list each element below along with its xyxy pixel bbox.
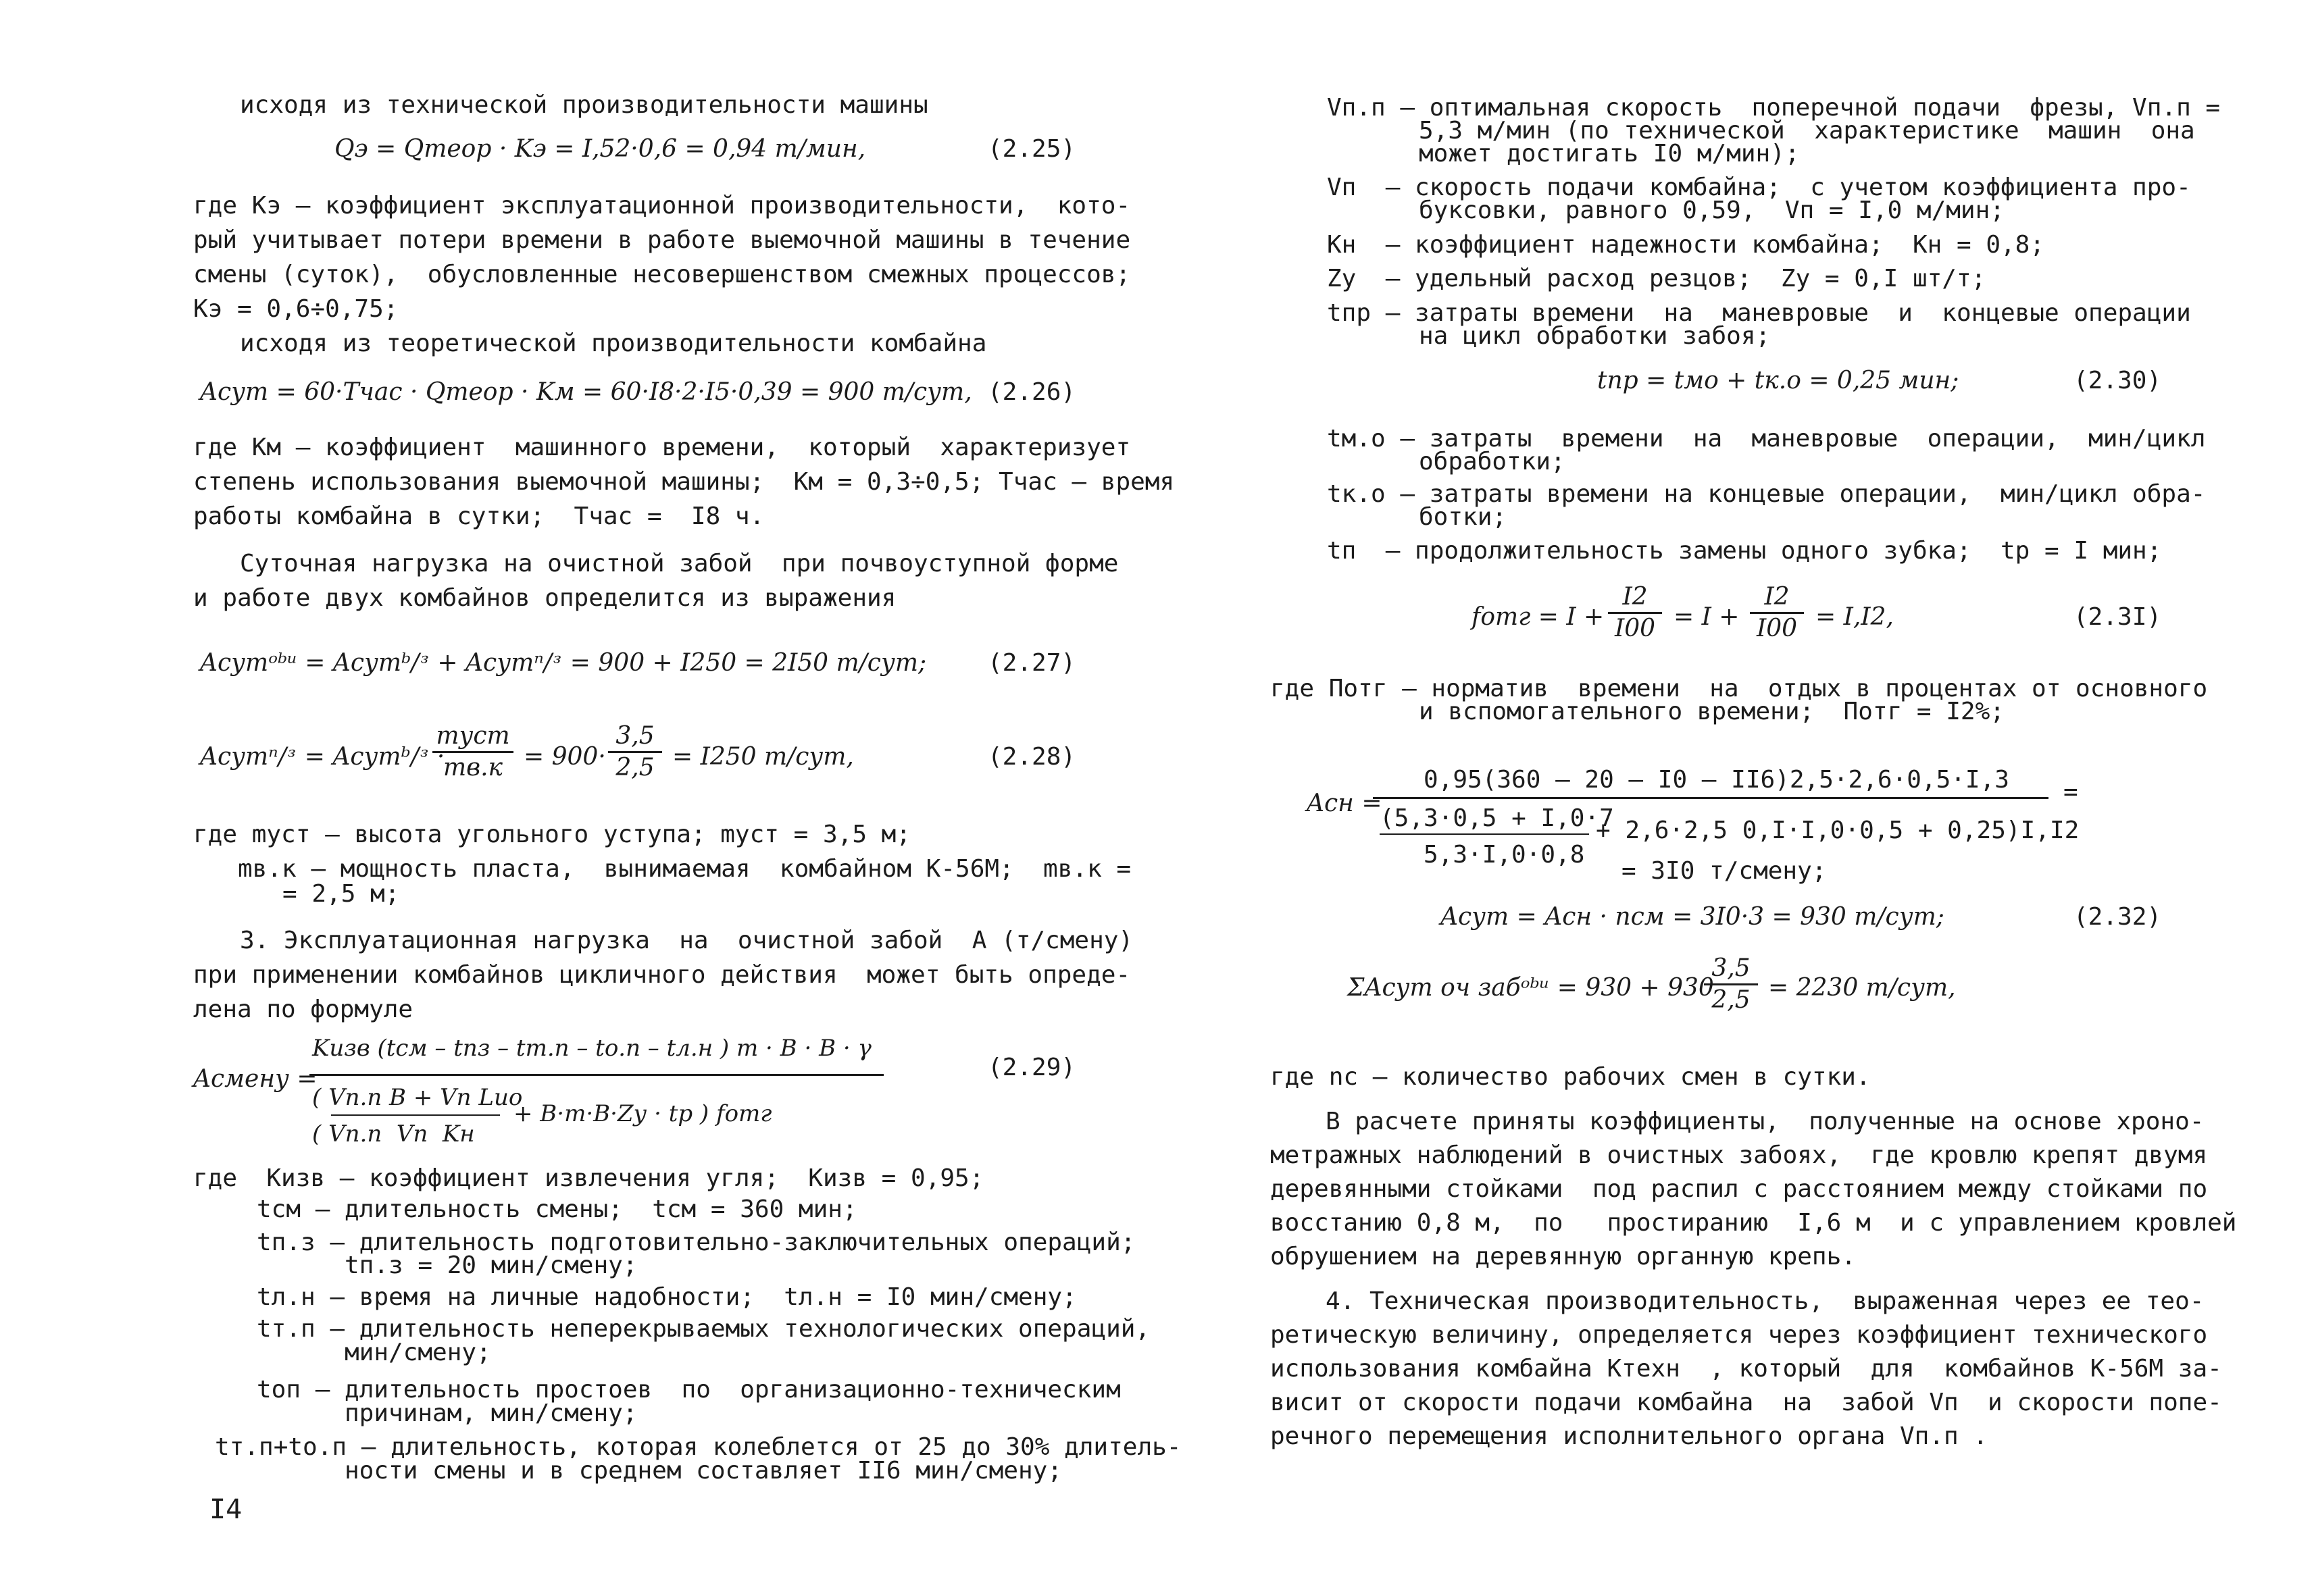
- text-line: исходя из теоретической производительности комбайна: [240, 330, 987, 357]
- fraction-denominator: mв.к: [443, 754, 503, 781]
- text-line: tпр – затраты времени на маневровые и концевые операции: [1327, 299, 2191, 327]
- fraction-bar: [432, 751, 513, 753]
- text-line: рый учитывает потери времени в работе выемочной машины в течение: [193, 226, 1131, 254]
- fraction-denominator: I00: [1614, 615, 1656, 642]
- text-line: где mуст – высота угольного уступа; mуст = 3,5 м;: [193, 821, 911, 848]
- equation-asn-numerator: 0,95(360 – 20 – I0 – II6)2,5·2,6·0,5·I,3: [1424, 766, 2009, 794]
- equation-2-29-denominator-bottom: ( Vп.п Vп Kн: [312, 1121, 475, 1148]
- equation-equals: =: [2063, 778, 2078, 806]
- equation-2-31-mid: = I +: [1674, 603, 1740, 631]
- text-line: где Kизв – коэффициент извлечения угля; Kизв = 0,95;: [193, 1164, 984, 1192]
- text-line: В расчете приняты коэффициенты, полученные на основе хроно-: [1326, 1108, 2205, 1135]
- equation-2-31-fraction: [1608, 585, 1662, 641]
- text-line: Суточная нагрузка на очистной забой при почвоуступной форме: [240, 550, 1119, 577]
- text-line: при применении комбайнов цикличного действия может быть опреде-: [193, 961, 1131, 989]
- text-line: смены (суток), обусловленные несовершенством смежных процессов;: [193, 261, 1131, 288]
- text-line: использования комбайна Kтехн , который для комбайнов К-56М за-: [1270, 1355, 2222, 1383]
- text-line: 5,3 м/мин (по технической характеристике машин она: [1419, 117, 2195, 145]
- equation-number: (2.29): [988, 1054, 1076, 1081]
- text-line: метражных наблюдений в очистных забоях, где кровлю крепят двумя: [1270, 1141, 2208, 1169]
- equation-asn-denominator-bottom: 5,3·I,0·0,8: [1424, 841, 1585, 869]
- text-line: tп.з = 20 мин/смену;: [345, 1252, 638, 1279]
- equation-number: (2.32): [2073, 903, 2162, 931]
- fraction-numerator: I2: [1764, 583, 1790, 611]
- fraction-bar: [1608, 612, 1662, 614]
- text-line: tм.о – затраты времени на маневровые операции, мин/цикл: [1327, 425, 2206, 453]
- equation-2-26: Aсут = 60·Tчас · Qтеор · Kм = 60·I8·2·I5·0,39 = 900 т/сут,: [200, 378, 972, 406]
- inner-fraction-bar: [331, 1114, 500, 1116]
- text-line: Vп.п – оптимальная скорость поперечной подачи фрезы, Vп.п =: [1327, 94, 2221, 122]
- text-line: и вспомогательного времени; Потг = I2%;: [1419, 698, 2005, 725]
- text-line: мин/смену;: [345, 1339, 491, 1366]
- text-line: ности смены и в среднем составляет II6 мин/смену;: [345, 1457, 1063, 1485]
- equation-number: (2.30): [2073, 367, 2162, 394]
- equation-2-29-numerator: Kизв (tсм – tпз – tт.п – tо.п – tл.н ) m · B · B · γ: [312, 1035, 872, 1062]
- text-line: ботки;: [1419, 503, 1507, 531]
- text-line: 4. Техническая производительность, выраженная через ее тео-: [1326, 1287, 2205, 1315]
- text-line: tп.з – длительность подготовительно-заключительных операций;: [257, 1229, 1136, 1256]
- text-line: лена по формуле: [193, 996, 413, 1023]
- equation-number: (2.26): [988, 378, 1076, 406]
- equation-number: (2.27): [988, 649, 1076, 677]
- text-line: tт.п+tо.п – длительность, которая колеблется от 25 до 30% длитель-: [215, 1433, 1182, 1461]
- text-line: обрушением на деревянную органную крепь.: [1270, 1243, 1856, 1270]
- equation-2-30: tпр = tмо + tк.о = 0,25 мин;: [1597, 367, 1959, 394]
- fraction-bar: [309, 1074, 884, 1076]
- text-line: где Kэ – коэффициент эксплуатационной производительности, кото-: [193, 192, 1131, 220]
- equation-2-25: Qэ = Qтеор · Kэ = I,52·0,6 = 0,94 т/мин,: [334, 135, 866, 163]
- text-line: = 2,5 м;: [282, 880, 400, 908]
- text-line: исходя из технической производительности машины: [240, 91, 928, 119]
- fraction-numerator: I2: [1622, 583, 1648, 611]
- text-line: деревянными стойками под распил с расстоянием между стойками по: [1270, 1175, 2208, 1203]
- equation-asn-lhs: Aсн =: [1307, 790, 1382, 817]
- text-line: tсм – длительность смены; tсм = 360 мин;: [257, 1195, 857, 1223]
- equation-2-29-denominator-right: + B·m·B·Zу · tр ) fотг: [513, 1100, 772, 1127]
- fraction-bar: [1704, 983, 1758, 985]
- equation-2-28-lhs: Aсутⁿ/ᶟ = Aсутᵇ/ᶟ ·: [200, 743, 445, 771]
- fraction-numerator: 3,5: [1711, 954, 1751, 982]
- equation-2-27: Aсутᵒᵇᵘ = Aсутᵇ/ᶟ + Aсутⁿ/ᶟ = 900 + I250 = 2I50 т/сут;: [200, 649, 927, 677]
- text-line: букcовки, равного 0,59, Vп = I,0 м/мин;: [1419, 197, 2005, 224]
- text-line: висит от скорости подачи комбайна на забой Vп и скорости попе-: [1270, 1389, 2222, 1416]
- text-line: Zу – удельный расход резцов; Zу = 0,I шт/т;: [1327, 265, 1986, 292]
- fraction-bar: [608, 751, 662, 753]
- equation-sum-lhs: ΣAсут оч забᵒᵇᵘ = 930 + 930: [1347, 974, 1714, 1002]
- text-line: причинам, мин/смену;: [345, 1399, 638, 1427]
- equation-sum-rest: = 2230 т/сут,: [1768, 974, 1956, 1002]
- text-line: Kн – коэффициент надежности комбайна; Kн = 0,8;: [1327, 231, 2045, 259]
- equation-2-32: Aсут = Aсн · nсм = 3I0·3 = 930 т/сут;: [1440, 903, 1944, 931]
- text-line: где nс – количество рабочих смен в сутки.: [1270, 1063, 1871, 1091]
- equation-asn-result: = 3I0 т/смену;: [1621, 857, 1827, 885]
- text-line: tл.н – время на личные надобности; tл.н = I0 мин/смену;: [257, 1283, 1077, 1311]
- text-line: и работе двух комбайнов определится из выражения: [193, 584, 897, 612]
- inner-fraction-bar: [1380, 833, 1589, 835]
- text-line: tп – продолжительность замены одного зубка; tр = I мин;: [1327, 537, 2162, 565]
- text-line: степень использования выемочной машины; Kм = 0,3÷0,5; Tчас – время: [193, 468, 1175, 496]
- fraction-denominator: 2,5: [1711, 986, 1751, 1014]
- equation-2-28-rest: = I250 т/сут,: [672, 743, 854, 771]
- fraction-numerator: 3,5: [615, 722, 655, 750]
- equation-number: (2.3I): [2073, 603, 2162, 631]
- equation-2-29-lhs: Aсмену =: [193, 1065, 318, 1093]
- equation-2-28-fraction: [432, 724, 513, 780]
- text-line: tт.п – длительность неперекрываемых технологических операций,: [257, 1315, 1151, 1343]
- text-line: обработки;: [1419, 448, 1565, 475]
- right-page: [1157, 0, 2314, 1596]
- text-line: ретическую величину, определяется через коэффициент технического: [1270, 1321, 2208, 1349]
- equation-asn-denominator-top: (5,3·0,5 + I,0·7: [1380, 804, 1614, 832]
- fraction-bar: [1373, 797, 2048, 799]
- text-line: где Потг – норматив времени на отдых в процентах от основного: [1270, 675, 2208, 702]
- fraction-bar: [1750, 612, 1804, 614]
- page-number: I4: [209, 1494, 243, 1525]
- fraction-denominator: I00: [1756, 615, 1798, 642]
- text-line: на цикл обработки забоя;: [1419, 322, 1771, 350]
- equation-2-29-denominator-top: ( Vп.п B + Vп Lио: [312, 1084, 523, 1111]
- equation-2-31-rest: = I,I2,: [1815, 603, 1894, 631]
- text-line: tк.о – затраты времени на концевые операции, мин/цикл обра-: [1327, 480, 2206, 508]
- fraction-denominator: 2,5: [615, 754, 655, 781]
- equation-2-28-number-fraction: [608, 724, 662, 780]
- equation-number: (2.28): [988, 743, 1076, 771]
- text-line: Kэ = 0,6÷0,75;: [193, 295, 399, 323]
- equation-sum-fraction: [1704, 956, 1758, 1012]
- text-line: где Kм – коэффициент машинного времени, который характеризует: [193, 434, 1131, 461]
- text-line: tоп – длительность простоев по организационно-техническим: [257, 1376, 1121, 1404]
- text-line: работы комбайна в сутки; Tчас = I8 ч.: [193, 503, 765, 530]
- text-line: речного перемещения исполнительного органа Vп.п .: [1270, 1422, 1988, 1450]
- equation-asn-denominator-right: + 2,6·2,5 0,I·I,0·0,5 + 0,25)I,I2: [1596, 817, 2080, 844]
- text-line: может достигать I0 м/мин);: [1419, 140, 1800, 168]
- text-line: восстанию 0,8 м, по простиранию I,6 м и с управлением кровлей: [1270, 1209, 2237, 1237]
- fraction-numerator: mуст: [436, 722, 510, 750]
- equation-2-28-mid: = 900·: [524, 743, 606, 771]
- equation-number: (2.25): [988, 135, 1076, 163]
- equation-2-31-fraction: [1750, 585, 1804, 641]
- text-line: 3. Эксплуатационная нагрузка на очистной забой A (т/смену): [240, 927, 1134, 954]
- text-line: Vп – скорость подачи комбайна; с учетом коэффициента про-: [1327, 174, 2191, 201]
- text-line: mв.к – мощность пласта, вынимаемая комбайном К-56М; mв.к =: [238, 855, 1132, 883]
- equation-2-31-lhs: fотг = I +: [1472, 603, 1605, 631]
